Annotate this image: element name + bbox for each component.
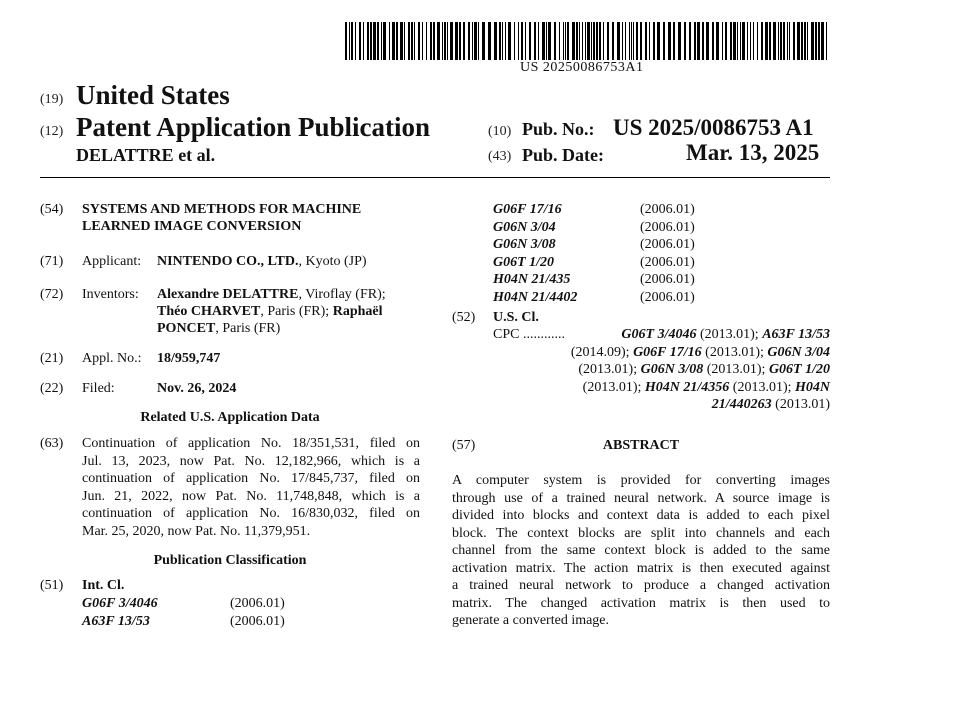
continuation-line: continuation of application No. 17/845,737, filed on bbox=[82, 471, 420, 486]
cpc-codes bbox=[480, 326, 830, 414]
code-12: (12) bbox=[40, 124, 64, 139]
classification-code: G06F 17/16 bbox=[493, 202, 562, 217]
barcode-bar bbox=[712, 22, 714, 60]
barcode-bar bbox=[508, 22, 511, 60]
barcode-bar bbox=[765, 22, 768, 60]
inventor-2-name: Théo CHARVET bbox=[157, 304, 261, 319]
barcode-bar bbox=[617, 22, 620, 60]
pub-date: Mar. 13, 2025 bbox=[686, 140, 820, 165]
barcode-bar bbox=[359, 22, 361, 60]
cpc-code: G06N 3/08 bbox=[640, 362, 704, 377]
cpc-code: G06F 17/16 bbox=[633, 344, 702, 360]
document-type: Patent Application Publication bbox=[76, 112, 431, 142]
barcode-bar bbox=[706, 22, 709, 60]
pub-no-label: Pub. No.: bbox=[522, 119, 595, 139]
barcode-bar bbox=[370, 22, 372, 60]
barcode-bar bbox=[697, 22, 700, 60]
intcl-continued-list bbox=[493, 201, 733, 306]
classification-code: G06T 1/20 bbox=[493, 254, 555, 270]
abstract-line: matrix. The changed activation matrix is then used to bbox=[452, 595, 830, 611]
barcode-bar bbox=[563, 22, 564, 60]
barcode-bar bbox=[722, 22, 723, 60]
classification-row bbox=[493, 236, 733, 254]
barcode-bar bbox=[716, 22, 719, 60]
barcode-bar bbox=[468, 22, 470, 60]
barcode-bar bbox=[430, 22, 432, 60]
applicant-code: (71) bbox=[40, 254, 64, 269]
barcode-bar bbox=[633, 22, 634, 60]
barcode-bar bbox=[349, 22, 350, 60]
applicant-name: NINTENDO CO., LTD. bbox=[157, 254, 299, 269]
barcode-bar bbox=[783, 22, 785, 60]
barcode-bar bbox=[607, 22, 609, 60]
barcode-bar bbox=[392, 22, 395, 60]
cpc-line bbox=[480, 344, 830, 362]
barcode-bar bbox=[459, 22, 461, 60]
title-line-1: SYSTEMS AND METHODS FOR MACHINE bbox=[82, 202, 362, 217]
barcode-bar bbox=[567, 22, 569, 60]
barcode-bar bbox=[582, 22, 583, 60]
classification-year: (2006.01) bbox=[640, 202, 695, 217]
classification-row bbox=[493, 289, 733, 307]
barcode-bar bbox=[542, 22, 545, 60]
barcode-bar bbox=[694, 22, 696, 60]
barcode-bar bbox=[773, 22, 776, 60]
barcode-bar bbox=[631, 22, 632, 60]
inventor-short: DELATTRE et al. bbox=[76, 145, 216, 165]
title-code: (54) bbox=[40, 202, 64, 217]
barcode-bar bbox=[780, 22, 782, 60]
barcode-bar bbox=[345, 22, 347, 60]
classification-row bbox=[493, 201, 733, 219]
barcode-bar bbox=[596, 22, 598, 60]
intcl-label: Int. Cl. bbox=[82, 578, 125, 593]
barcode-bar bbox=[730, 22, 732, 60]
cpc-line bbox=[480, 326, 830, 344]
barcode-bar bbox=[603, 22, 604, 60]
classification-code: G06F 3/4046 bbox=[82, 596, 158, 611]
barcode-bar bbox=[753, 22, 754, 60]
filed-date: Nov. 26, 2024 bbox=[157, 381, 237, 396]
header-divider bbox=[40, 177, 830, 178]
inventors-code: (72) bbox=[40, 287, 64, 302]
classification-year: (2006.01) bbox=[230, 613, 285, 629]
code-19: (19) bbox=[40, 92, 64, 107]
barcode-bar bbox=[518, 22, 519, 60]
barcode-bar bbox=[437, 22, 440, 60]
barcode-bar bbox=[725, 22, 727, 60]
barcode-bar bbox=[363, 22, 364, 60]
barcode-bar bbox=[622, 22, 623, 60]
barcode-bar bbox=[640, 22, 642, 60]
barcode-bar bbox=[478, 22, 479, 60]
cpc-year: (2013.01); bbox=[729, 379, 795, 395]
barcode bbox=[345, 22, 830, 60]
continuation-line: Jun. 21, 2022, now Pat. No. 11,748,848, which is a bbox=[82, 488, 420, 504]
barcode-bar bbox=[559, 22, 560, 60]
barcode-bar bbox=[488, 22, 491, 60]
cpc-code: G06T 3/4046 bbox=[621, 327, 697, 342]
pub-date-label: Pub. Date: bbox=[522, 145, 604, 165]
barcode-bar bbox=[572, 22, 575, 60]
classification-row bbox=[82, 613, 322, 631]
cpc-year: (2013.01) bbox=[771, 397, 830, 412]
barcode-bar bbox=[593, 22, 595, 60]
barcode-bar bbox=[579, 22, 580, 60]
inventor-1-name: Alexandre DELATTRE bbox=[157, 287, 299, 302]
pub-no: US 2025/0086753 A1 bbox=[613, 115, 814, 140]
classification-year: (2006.01) bbox=[640, 254, 695, 270]
barcode-bar bbox=[442, 22, 443, 60]
barcode-bar bbox=[778, 22, 779, 60]
intcl-code: (51) bbox=[40, 578, 64, 593]
barcode-bar bbox=[525, 22, 526, 60]
barcode-bar bbox=[422, 22, 423, 60]
barcode-bar bbox=[505, 22, 506, 60]
inventor-3-name-first: Raphaël bbox=[332, 304, 383, 319]
barcode-bar bbox=[455, 22, 458, 60]
cpc-year: (2013.01); bbox=[701, 344, 768, 360]
cpc-year: (2013.01); bbox=[696, 327, 763, 342]
continuation-line: Mar. 25, 2020, now Pat. No. 11,379,951. bbox=[82, 523, 311, 539]
barcode-bar bbox=[404, 22, 405, 60]
barcode-bar bbox=[426, 22, 427, 60]
abstract-line: channel from the same context block is added to the same bbox=[452, 543, 830, 558]
abstract-line: A computer system is provided for converting images bbox=[452, 473, 830, 488]
cpc-code: A63F 13/53 bbox=[762, 327, 830, 342]
barcode-bar bbox=[408, 22, 410, 60]
uscl-code: (52) bbox=[452, 310, 476, 325]
classification-row bbox=[493, 271, 733, 289]
barcode-bar bbox=[463, 22, 465, 60]
barcode-bar bbox=[804, 22, 806, 60]
continuation-code: (63) bbox=[40, 436, 64, 451]
pubclass-heading: Publication Classification bbox=[153, 553, 307, 568]
abstract-line: activation matrix. The action matrix is then executed against bbox=[452, 560, 830, 576]
barcode-bar bbox=[400, 22, 403, 60]
barcode-bar bbox=[821, 22, 824, 60]
abstract-line: a trained neural network to produce a changed activation bbox=[452, 578, 830, 593]
barcode-bar bbox=[538, 22, 539, 60]
country-title: United States bbox=[76, 80, 230, 110]
barcode-bar bbox=[373, 22, 376, 60]
inventor-2 bbox=[157, 303, 383, 321]
barcode-bar bbox=[381, 22, 382, 60]
abstract-line: generate a converted image. bbox=[452, 613, 610, 628]
appl-label: Appl. No.: bbox=[82, 351, 142, 366]
barcode-bar bbox=[663, 22, 665, 60]
barcode-bar bbox=[548, 22, 551, 60]
barcode-bar bbox=[733, 22, 736, 60]
abstract-line: divided into blocks and context data is added to each pixel bbox=[452, 508, 830, 523]
barcode-bar bbox=[649, 22, 650, 60]
classification-year: (2006.01) bbox=[640, 272, 695, 287]
classification-year: (2006.01) bbox=[640, 219, 695, 235]
cpc-year: (2013.01); bbox=[578, 362, 641, 377]
abstract-line: through use of a trained neural network. A source image is bbox=[452, 490, 830, 506]
cpc-code: H04N 21/4356 bbox=[644, 379, 730, 395]
inventors-label: Inventors: bbox=[82, 287, 139, 302]
barcode-bar bbox=[807, 22, 808, 60]
barcode-bar bbox=[811, 22, 814, 60]
cpc-year: (2014.09); bbox=[570, 344, 634, 360]
barcode-bar bbox=[529, 22, 531, 60]
cpc-code: 21/440263 bbox=[711, 397, 772, 412]
barcode-bar bbox=[377, 22, 379, 60]
barcode-bar bbox=[482, 22, 485, 60]
continuation-line: continuation of application No. 16/830,032, filed on bbox=[82, 506, 420, 521]
barcode-bar bbox=[801, 22, 803, 60]
barcode-bar bbox=[521, 22, 523, 60]
barcode-bar bbox=[653, 22, 655, 60]
appl-code: (21) bbox=[40, 351, 64, 366]
uscl-label: U.S. Cl. bbox=[493, 310, 539, 325]
barcode-bar bbox=[367, 22, 369, 60]
filed-label: Filed: bbox=[82, 381, 115, 396]
barcode-bar bbox=[740, 22, 741, 60]
classification-row bbox=[493, 219, 733, 237]
barcode-bar bbox=[450, 22, 453, 60]
applicant bbox=[157, 253, 367, 271]
barcode-bar bbox=[787, 22, 788, 60]
cpc-line bbox=[480, 396, 830, 414]
barcode-bar bbox=[750, 22, 751, 60]
cpc-code: G06N 3/04 bbox=[767, 344, 830, 360]
barcode-bar bbox=[636, 22, 638, 60]
barcode-bar bbox=[383, 22, 386, 60]
barcode-bar bbox=[587, 22, 590, 60]
barcode-number: US 20250086753A1 bbox=[520, 60, 644, 75]
barcode-bar bbox=[673, 22, 675, 60]
title-line-2: LEARNED IMAGE CONVERSION bbox=[82, 219, 302, 234]
barcode-bar bbox=[396, 22, 398, 60]
barcode-bar bbox=[797, 22, 800, 60]
barcode-bar bbox=[645, 22, 647, 60]
inventor-3-location: , Paris (FR) bbox=[215, 321, 281, 336]
barcode-bar bbox=[472, 22, 473, 60]
cpc-year: (2013.01); bbox=[703, 362, 769, 377]
barcode-bar bbox=[447, 22, 448, 60]
barcode-bar bbox=[591, 22, 592, 60]
barcode-bar bbox=[815, 22, 817, 60]
barcode-bar bbox=[702, 22, 704, 60]
barcode-bar bbox=[414, 22, 415, 60]
barcode-bar bbox=[742, 22, 745, 60]
classification-code: G06N 3/04 bbox=[493, 219, 556, 235]
classification-year: (2006.01) bbox=[230, 596, 285, 611]
barcode-bar bbox=[351, 22, 353, 60]
barcode-bar bbox=[668, 22, 671, 60]
barcode-bar bbox=[411, 22, 413, 60]
barcode-bar bbox=[502, 22, 503, 60]
barcode-bar bbox=[818, 22, 820, 60]
cpc-line bbox=[480, 361, 830, 379]
abstract-text bbox=[452, 472, 830, 630]
classification-year: (2006.01) bbox=[640, 237, 695, 252]
intcl-list bbox=[82, 595, 322, 630]
inventor-3-name-last: PONCET bbox=[157, 321, 216, 336]
barcode-bar bbox=[534, 22, 536, 60]
barcode-bar bbox=[769, 22, 771, 60]
applicant-label: Applicant: bbox=[82, 254, 142, 269]
barcode-bar bbox=[355, 22, 356, 60]
barcode-bar bbox=[761, 22, 763, 60]
barcode-bar bbox=[474, 22, 477, 60]
barcode-bar bbox=[747, 22, 748, 60]
code-43: (43) bbox=[488, 149, 512, 164]
inventor-2-location: , Paris (FR); bbox=[260, 304, 333, 319]
applicant-location: , Kyoto (JP) bbox=[298, 254, 367, 269]
cpc-line bbox=[480, 379, 830, 397]
classification-year: (2006.01) bbox=[640, 289, 695, 305]
barcode-bar bbox=[599, 22, 601, 60]
barcode-bar bbox=[678, 22, 681, 60]
barcode-bar bbox=[433, 22, 435, 60]
barcode-bar bbox=[789, 22, 790, 60]
barcode-bar bbox=[585, 22, 586, 60]
classification-row bbox=[493, 254, 733, 272]
continuation-text bbox=[82, 435, 420, 540]
barcode-bar bbox=[625, 22, 626, 60]
abstract-line: block. The context blocks are split into channels and each bbox=[452, 525, 830, 541]
continuation-line: Continuation of application No. 18/351,531, filed on bbox=[82, 436, 420, 451]
cpc-code: G06T 1/20 bbox=[768, 362, 830, 377]
classification-code: H04N 21/4402 bbox=[493, 289, 578, 305]
abstract-code: (57) bbox=[452, 438, 476, 453]
barcode-bar bbox=[576, 22, 578, 60]
barcode-bar bbox=[444, 22, 446, 60]
appl-number: 18/959,747 bbox=[157, 351, 221, 366]
filed-code: (22) bbox=[40, 381, 64, 396]
barcode-bar bbox=[657, 22, 660, 60]
barcode-bar bbox=[757, 22, 758, 60]
barcode-bar bbox=[629, 22, 630, 60]
barcode-bar bbox=[612, 22, 614, 60]
barcode-bar bbox=[689, 22, 691, 60]
classification-row bbox=[82, 595, 322, 613]
barcode-bar bbox=[565, 22, 566, 60]
cpc-label: CPC bbox=[493, 327, 520, 342]
barcode-bar bbox=[684, 22, 686, 60]
barcode-bar bbox=[418, 22, 420, 60]
inventor-1 bbox=[157, 286, 386, 304]
related-heading: Related U.S. Application Data bbox=[140, 410, 320, 425]
barcode-bar bbox=[793, 22, 795, 60]
continuation-line: Jul. 13, 2023, now Pat. No. 12,182,966, which is a bbox=[82, 453, 420, 469]
barcode-bar bbox=[826, 22, 827, 60]
cpc-dots: ............ bbox=[522, 327, 565, 342]
inventor-1-location: , Viroflay (FR); bbox=[298, 287, 386, 302]
barcode-bar bbox=[494, 22, 497, 60]
barcode-bar bbox=[389, 22, 390, 60]
barcode-bar bbox=[514, 22, 515, 60]
cpc-code: H04N bbox=[795, 379, 830, 395]
barcode-bar bbox=[499, 22, 501, 60]
barcode-bar bbox=[737, 22, 738, 60]
inventor-3 bbox=[157, 320, 280, 338]
abstract-heading: ABSTRACT bbox=[602, 438, 680, 453]
barcode-bar bbox=[546, 22, 547, 60]
code-10: (10) bbox=[488, 124, 512, 139]
classification-code: G06N 3/08 bbox=[493, 237, 556, 252]
classification-code: H04N 21/435 bbox=[493, 272, 571, 287]
barcode-bar bbox=[554, 22, 556, 60]
classification-code: A63F 13/53 bbox=[82, 613, 150, 629]
cpc-year: (2013.01); bbox=[582, 379, 645, 395]
